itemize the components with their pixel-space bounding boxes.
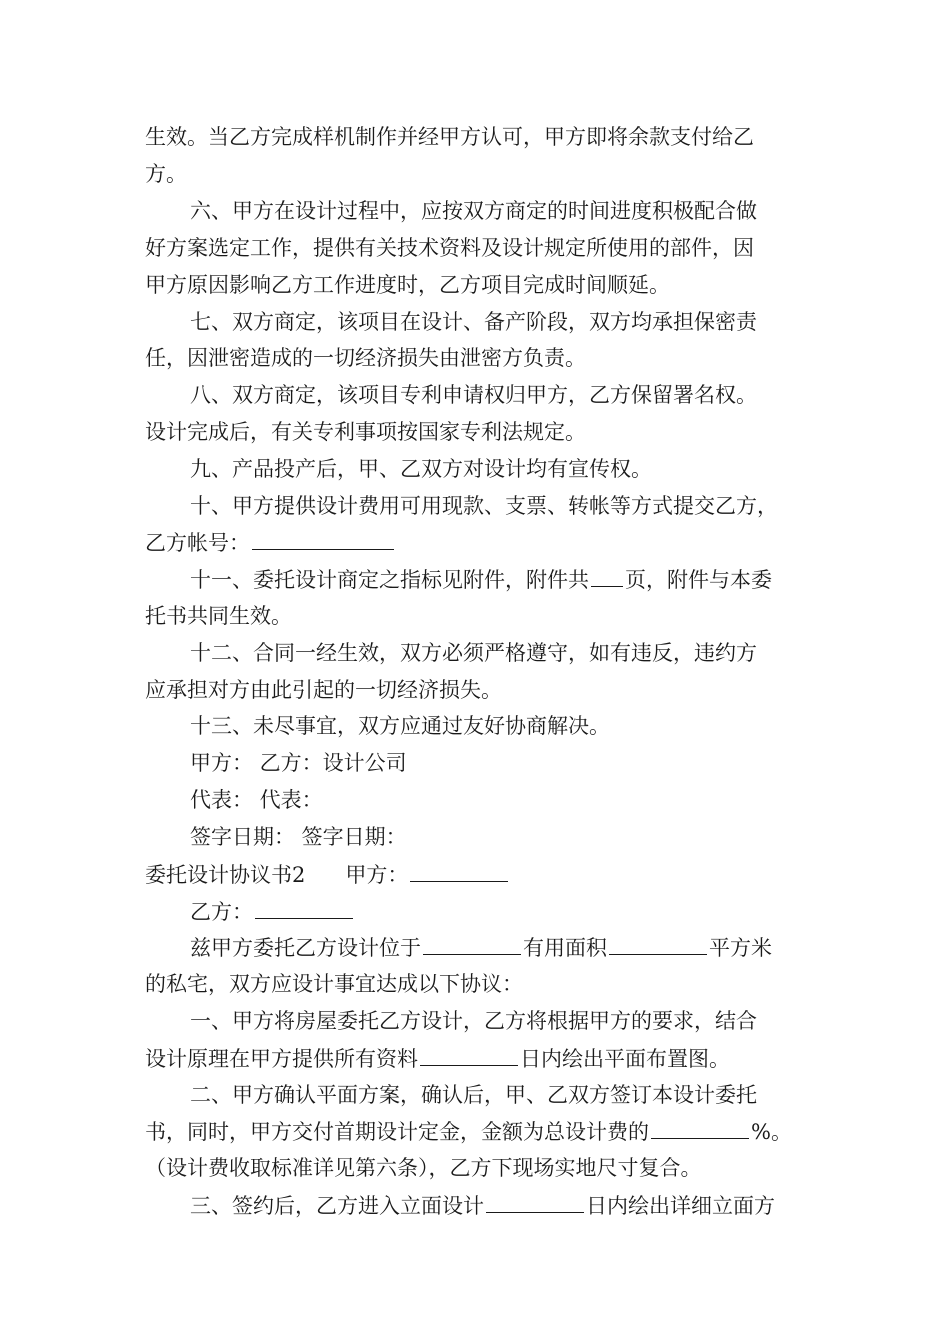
- text-line: 方。: [145, 162, 187, 186]
- elevation-days-blank[interactable]: [486, 1190, 584, 1213]
- account-blank[interactable]: [252, 527, 394, 550]
- text-line: 生效。当乙方完成样机制作并经甲方认可，甲方即将余款支付给乙: [145, 125, 754, 149]
- clause-a2-3: [190, 1190, 775, 1220]
- intro-text-a: 兹甲方委托乙方设计位于: [190, 936, 421, 960]
- clause-9: 九、产品投产后，甲、乙双方对设计均有宣传权。: [190, 457, 652, 481]
- clause-10: 十、甲方提供设计费用可用现款、支票、转帐等方式提交乙方，: [190, 494, 778, 518]
- clause-11: [190, 564, 772, 594]
- party-b-blank[interactable]: [255, 896, 353, 919]
- text-line: 任，因泄密造成的一切经济损失由泄密方负责。: [145, 346, 586, 370]
- area-blank[interactable]: [609, 932, 707, 955]
- clause-a2-1-text-a: 设计原理在甲方提供所有资料: [145, 1047, 418, 1071]
- sign-date-line: 签字日期： 签字日期：: [190, 825, 407, 849]
- party-b-line: [190, 896, 355, 926]
- clause-12: 十二、合同一经生效，双方必须严格遵守，如有违反，违约方: [190, 641, 757, 665]
- days-blank[interactable]: [420, 1043, 518, 1066]
- intro-text-b: 有用面积: [523, 936, 607, 960]
- agreement-2-title-line: [145, 859, 510, 889]
- clause-8: 八、双方商定，该项目专利申请权归甲方，乙方保留署名权。: [190, 383, 757, 407]
- clause-a2-2-text-b: %。: [751, 1120, 792, 1144]
- percent-blank[interactable]: [651, 1116, 749, 1139]
- text-line: 甲方原因影响乙方工作进度时，乙方项目完成时间顺延。: [145, 273, 670, 297]
- representative-line: 代表： 代表：: [190, 788, 323, 812]
- clause-11-text-b: 页，附件与本委: [625, 568, 772, 592]
- clause-a2-2-text-a: 书，同时，甲方交付首期设计定金，金额为总设计费的: [145, 1120, 649, 1144]
- clause-a2-3-text-b: 日内绘出详细立面方: [586, 1194, 775, 1218]
- text-line: 托书共同生效。: [145, 604, 292, 628]
- clause-a2-3-text-a: 三、签约后，乙方进入立面设计: [190, 1194, 484, 1218]
- party-b-label: 乙方：: [190, 900, 253, 924]
- text-line: （设计费收取标准详见第六条），乙方下现场实地尺寸复合。: [145, 1156, 702, 1180]
- clause-6: 六、甲方在设计过程中，应按双方商定的时间进度积极配合做: [190, 199, 757, 223]
- account-line: [145, 527, 396, 557]
- clause-11-text-a: 十一、委托设计商定之指标见附件，附件共: [190, 568, 589, 592]
- party-line: 甲方： 乙方：设计公司: [190, 751, 407, 775]
- intro-text-c: 平方米: [709, 936, 772, 960]
- clause-7: 七、双方商定，该项目在设计、备产阶段，双方均承担保密责: [190, 310, 757, 334]
- account-label: 乙方帐号：: [145, 531, 250, 555]
- text-line: [145, 1116, 792, 1146]
- text-line: 的私宅，双方应设计事宜达成以下协议：: [145, 972, 523, 996]
- agreement-2-title: 委托设计协议书2: [145, 863, 306, 887]
- clause-a2-1: 一、甲方将房屋委托乙方设计，乙方将根据甲方的要求，结合: [190, 1009, 757, 1033]
- text-line: 应承担对方由此引起的一切经济损失。: [145, 678, 502, 702]
- text-line: [145, 1043, 730, 1073]
- party-a-label: 甲方：: [345, 863, 409, 887]
- page-count-blank[interactable]: [591, 564, 623, 587]
- text-line: 好方案选定工作，提供有关技术资料及设计规定所使用的部件，因: [145, 236, 754, 260]
- intro-line: [190, 932, 772, 962]
- clause-13: 十三、未尽事宜，双方应通过友好协商解决。: [190, 714, 610, 738]
- location-blank[interactable]: [423, 932, 521, 955]
- text-line: 设计完成后，有关专利事项按国家专利法规定。: [145, 420, 586, 444]
- clause-a2-1-text-b: 日内绘出平面布置图。: [520, 1047, 730, 1071]
- clause-a2-2: 二、甲方确认平面方案，确认后，甲、乙双方签订本设计委托: [190, 1083, 757, 1107]
- party-a-blank[interactable]: [410, 859, 508, 882]
